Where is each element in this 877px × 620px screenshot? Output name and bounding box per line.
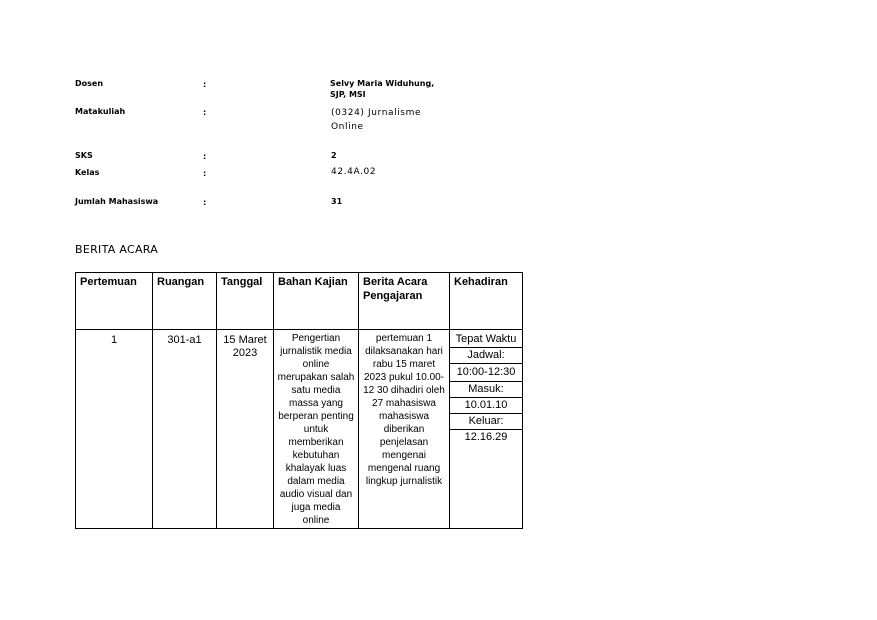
matakuliah-label: Matakuliah	[75, 107, 126, 116]
pertemuan-value: 1	[110, 334, 118, 346]
dosen-value	[330, 78, 434, 100]
sks-value: 2	[331, 151, 337, 160]
berita-acara-table	[75, 272, 523, 529]
cell-bahan-kajian	[274, 330, 359, 529]
cell-berita-acara	[359, 330, 450, 529]
kehadiran-jadwal-label: Jadwal:	[450, 348, 522, 364]
header-tanggal: Tanggal	[217, 273, 274, 330]
matakuliah-colon: :	[203, 108, 207, 117]
dosen-label: Dosen	[75, 79, 104, 88]
dosen-colon: :	[203, 80, 207, 89]
matakuliah-value-line2: Online	[331, 122, 364, 132]
table-header-row	[76, 273, 523, 330]
cell-pertemuan	[76, 330, 153, 529]
header-kehadiran: Kehadiran	[450, 273, 523, 330]
sks-colon: :	[203, 152, 207, 161]
table-row	[76, 330, 523, 529]
kelas-value: 42.4A.02	[331, 167, 377, 177]
cell-kehadiran	[450, 330, 523, 529]
header-berita-acara: Berita Acara Pengajaran	[359, 273, 450, 330]
header-ruangan: Ruangan	[153, 273, 217, 330]
kehadiran-status: Tepat Waktu	[450, 330, 522, 348]
header-pertemuan: Pertemuan	[76, 273, 153, 330]
kehadiran-masuk-value: 10.01.10	[450, 398, 522, 414]
ruangan-value: 301-a1	[167, 334, 202, 346]
dosen-value-line2: SJP, MSI	[330, 90, 366, 99]
jumlah-mahasiswa-label: Jumlah Mahasiswa	[75, 197, 159, 206]
header-bahan-kajian: Bahan Kajian	[274, 273, 359, 330]
matakuliah-value-line1: (0324) Jurnalisme	[331, 108, 422, 118]
dosen-value-line1: Selvy Maria Widuhung,	[330, 79, 435, 88]
kelas-colon: :	[203, 169, 207, 178]
sks-label: SKS	[75, 151, 93, 160]
tanggal-value: 15 Maret 2023	[223, 334, 267, 359]
cell-tanggal	[217, 330, 274, 529]
kehadiran-keluar-value: 12.16.29	[464, 431, 508, 443]
kehadiran-keluar-label: Keluar:	[450, 414, 522, 430]
bahan-kajian-value: Pengertian jurnalistik media online merupakan salah satu media massa yang berperan penting untuk memberikan kebutuhan khalayak luas dalam media audio visual dan juga media online	[277, 333, 355, 526]
jumlah-mahasiswa-value: 31	[331, 197, 343, 206]
kehadiran-masuk-label: Masuk:	[450, 382, 522, 398]
jumlah-mahasiswa-colon: :	[203, 198, 207, 207]
cell-ruangan	[153, 330, 217, 529]
kelas-label: Kelas	[75, 168, 100, 177]
kehadiran-jadwal-value: 10:00-12:30	[450, 364, 522, 382]
matakuliah-value	[331, 106, 421, 134]
section-title: BERITA ACARA	[75, 243, 159, 256]
berita-acara-value: pertemuan 1 dilaksanakan hari rabu 15 maret 2023 pukul 10.00-12 30 dihadiri oleh 27 mahasiswa mahasiswa diberikan penjelasan mengenai mengenal ruang lingkup jurnalistik	[363, 333, 445, 487]
